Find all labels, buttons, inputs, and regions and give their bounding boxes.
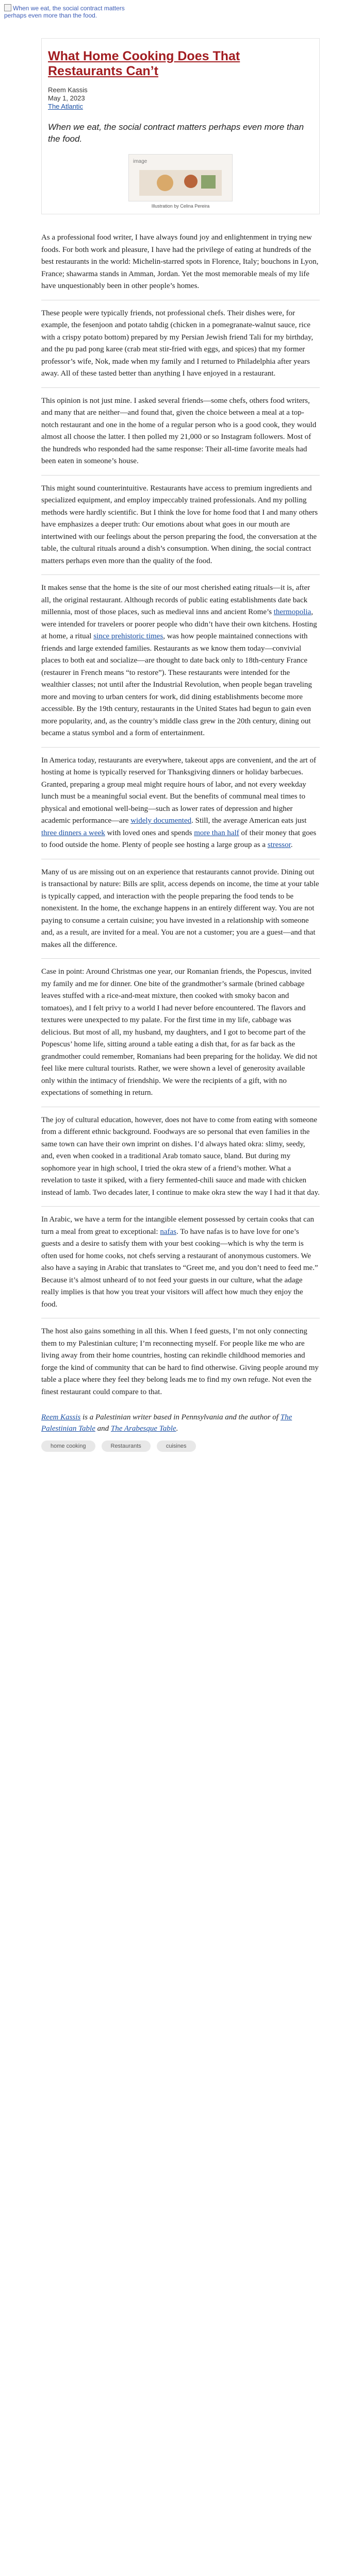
paragraph: This opinion is not just mine. I asked several friends—some chefs, others food writers, and many that are neither—and found that, given the choice between a meal at a top-notch restaurant and one in the home of a regular person who is a good cook, they would almost all choose the latter. I then polled my 21,000 or so Instagram followers. Most of the hundreds who responded had the same response: Their all-time favorite meals had been eaten in someone’s house.: [41, 388, 320, 476]
nafas-link[interactable]: nafas: [160, 1227, 176, 1236]
thermopolia-link[interactable]: thermopolia: [273, 608, 311, 616]
broken-image-icon: [4, 4, 11, 11]
article-title[interactable]: What Home Cooking Does That Restaurants Can’t: [48, 49, 240, 78]
paragraph-text: In Arabic, we have a term for the intangible element possessed by certain cooks that can turn a meal from great to exceptional:: [41, 1215, 314, 1236]
paragraph-text: In America today, restaurants are everywhere, takeout apps are convenient, and the art of hosting at home is typically reserved for Thanksgiving dinners or holiday barbecues. Granted, preparing a group meal might require hours of labor, and not every weekday lunch must be a meaningful social event. But the benefits of communal meal times to physical and emotional well-being—such as lower rates of depression and higher academic performance—are: [41, 756, 316, 825]
bio-text: is a Palestinian writer based in Pennsylvania and the author of: [80, 1413, 281, 1421]
publish-date: May 1, 2023: [48, 94, 85, 102]
illustration-caption: Illustration by Celina Pereira: [151, 204, 210, 209]
book-link-arabesque-table[interactable]: The Arabesque Table: [110, 1425, 176, 1433]
paragraph: [41, 575, 320, 748]
tag-cuisines[interactable]: cuisines: [157, 1440, 196, 1452]
author-bio-link[interactable]: Reem Kassis: [41, 1413, 81, 1421]
paragraph: The host also gains something in all this. When I feed guests, I’m not only connecting them to my Palestinian culture; I’m reconnecting myself. For people like me who are living away from their home countries, hosting can rekindle childhood memories and forge the kind of community that can be hard to find otherwise. Giving people around my table a place where they feel they belong leads me to find my own refuge. Not even the finest restaurant could compare to that.: [41, 1327, 319, 1396]
paragraph-text: .: [290, 841, 293, 849]
paragraph-text: It makes sense that the home is the site of our most cherished eating rituals—it is, after all, the original restaurant. Although records of public eating establishments date back millennia, most of those places, such as medieval inns and ancient Rome’s: [41, 584, 310, 616]
paragraph-text: . Still, the average American eats just: [191, 817, 307, 825]
paragraph-text: of their money that goes to food outside the home. Plenty of people see hosting a large group as a: [41, 828, 317, 849]
author: Reem Kassis: [48, 86, 88, 94]
paragraph-text: , were intended for travelers or poorer people who didn’t have their own kitchens. Hosting at home, a ritual: [41, 608, 317, 640]
paragraph-text: , was how people maintained connections with friends and large extended families. Restaurants as we know them today—convivial places to both eat and socialize—are thought to date back only to 18th-century France (restaurer in French means “to restore”). These restaurants were intended for the wealthier classes; not until after the Industrial Revolution, when people began traveling more and moving to urban centers for work, did dining establishments become more accessible. By the 19th century, restaurants in the United States had begun to gain even more popularity, and, as the country’s middle class grew in the 20th century, dining out became a status symbol and a form of entertainment.: [41, 632, 312, 737]
header-image: [4, 4, 133, 28]
more-than-half-link[interactable]: more than half: [194, 828, 239, 837]
article-illustration: [128, 154, 233, 201]
stressor-link[interactable]: stressor: [267, 841, 291, 849]
bio-text: and: [95, 1425, 111, 1433]
paragraph: Many of us are missing out on an experience that restaurants cannot provide. Dining out is transactional by nature: Bills are split, access depends on income, the time at your table is typically capped, and interaction with the people preparing the food tends to be nonexistent. In the home, the exchange happens in an entirely different way. You are not paying to consume a certain cuisine; you have invested in a relationship with someone and, as a result, are invited for a meal. You are not a customer; you are a guest—and that makes all the difference.: [41, 859, 320, 959]
publication-link[interactable]: The Atlantic: [48, 103, 83, 110]
email-body: [41, 38, 320, 1452]
widely-documented-link[interactable]: widely documented: [130, 817, 192, 825]
paragraph: As a professional food writer, I have always found joy and enlightenment in trying new foods. For both work and pleasure, I have had the privilege of eating at hundreds of the best restaurants in the world: Michelin-starred spots in Florence, Italy; bouchons in Lyon, France; shawarma stands in Amman, Jordan. Yet the most memorable meals of my life have unquestionably been in other people’s homes.: [41, 225, 320, 300]
prehistoric-link[interactable]: since prehistoric times: [93, 632, 163, 640]
tag-list: [41, 1440, 320, 1452]
book-link-palestinian-table[interactable]: The Palestinian Table: [41, 1413, 292, 1433]
paragraph: This might sound counterintuitive. Restaurants have access to premium ingredients and specialized equipment, and employ impeccably trained professionals. And my polling methods were hardly scientific. But I think the love for home food that I and many others have emphasizes a deeper truth: Our emotions about what goes in our mouth are intertwined with our feelings about the person preparing the food, the conversation at the table, the cultural rituals around a dish’s consumption. When dining, the social contract matters perhaps even more than the quality of the food.: [41, 476, 320, 575]
paragraph: These people were typically friends, not professional chefs. Their dishes were, for example, the fesenjoon and potato tahdig (chicken in a pomegranate-walnut sauce, rice with a crispy potato bottom) prepared by my Persian Jewish friend Tali for my birthday, and the pu pad pong karee (crab meat stir-fried with eggs, and spices) that my former professor’s wife, Nok, made when my family and I returned to Philadelphia after years away. All of these tasted better than anything I have enjoyed in a restaurant.: [41, 300, 320, 388]
tag-home-cooking[interactable]: home cooking: [41, 1440, 95, 1452]
article-header: [41, 38, 320, 214]
paragraph: Case in point: Around Christmas one year, our Romanian friends, the Popescus, invited my family and me for dinner. One bite of the grandmother’s sarmale (brined cabbage leaves stuffed with a rice-and-meat mixture, then cooked with smoky bacon and tomatoes), and I felt privy to a world I had never before encountered. The flavors and textures were unexpected to my palate. For the first time in my life, cabbage was delicious. But most of all, my husband, my daughters, and I got to become part of the Popescus’ home life, sitting around a table eating a dish that, for as far back as the grandmother could remember, Romanians had been preparing for the holiday. We did not feel like mere cultural tourists. Rather, we were shown a level of generosity available only within the intimacy of friendship. We were the recipients of a gift, with no expectations of something in return.: [41, 959, 320, 1107]
paragraph-text: with loved ones and spends: [105, 828, 194, 837]
illustration-alt: image: [133, 159, 147, 164]
tag-restaurants[interactable]: Restaurants: [102, 1440, 151, 1452]
three-dinners-link[interactable]: three dinners a week: [41, 828, 105, 837]
article-dek: When we eat, the social contract matters perhaps even more than the food.: [48, 122, 304, 144]
paragraph-text: . To have nafas is to have love for one’s guests and a desire to satisfy them with your best cooking—which is why the term is often used for home cooks, not chefs serving a restaurant of anonymous customers. We also have a saying in Arabic that translates to “Greet me, and you don’t need to feed me.” Because it’s almost unheard of to not feed your guests in our culture, what the adage really implies is that how you treat your visitors will affect how much they enjoy the food.: [41, 1227, 318, 1309]
bio-text: .: [176, 1425, 178, 1433]
article-meta: [48, 86, 313, 111]
paragraph: [41, 748, 320, 859]
paragraph: [41, 1207, 320, 1318]
header-image-alt: When we eat, the social contract matters perhaps even more than the food.: [4, 5, 125, 19]
paragraph: The joy of cultural education, however, does not have to come from eating with someone from a different ethnic background. Foodways are so personal that even families in the same town can have their own imprint on dishes. I’d always hated okra: slimy, seedy, and, even when cooked in a traditional Arab tomato sauce, bland. But during my sophomore year in high school, I tried the okra stew of a friend’s mother. What a revelation to taste it spiked, with a fiery fermented-chili sauce and made with chicken instead of lamb. Two decades later, I continue to make okra stew the way I had it that day.: [41, 1107, 320, 1207]
article-body: [41, 225, 320, 1405]
author-bio: [41, 1405, 320, 1434]
